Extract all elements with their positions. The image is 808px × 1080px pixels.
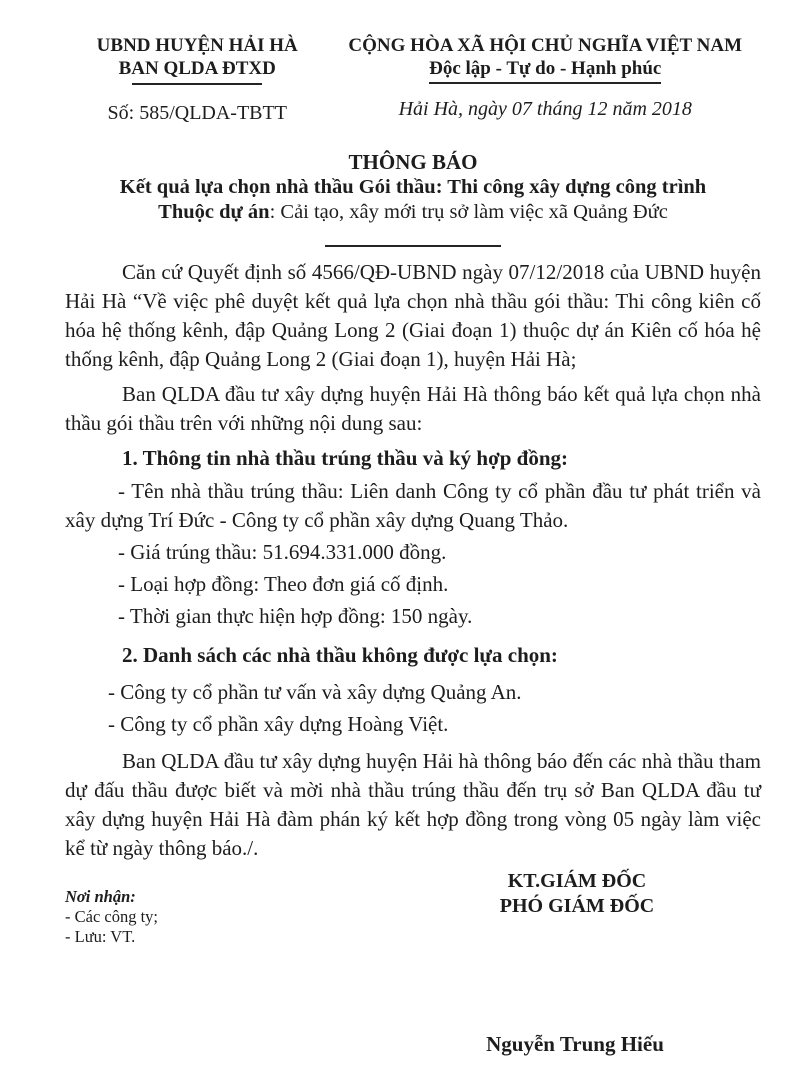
paragraph-announcement: Ban QLDA đầu tư xây dựng huyện Hải Hà thông báo kết quả lựa chọn nhà thầu gói thầu trên với những nội dung sau: [65, 382, 761, 435]
document-subtitle-1: Kết quả lựa chọn nhà thầu Gói thầu: Thi công xây dựng công trình [119, 176, 707, 198]
section-1-heading: 1. Thông tin nhà thầu trúng thầu và ký hợp đồng: [122, 446, 568, 470]
document-subtitle-2 [65, 200, 761, 225]
winning-price-item: - Giá trúng thầu: 51.694.331.000 đồng. [118, 540, 447, 564]
place-date-line: Hải Hà, ngày 07 tháng 12 năm 2018 [398, 98, 692, 120]
rejected-contractor-2: - Công ty cổ phần xây dựng Hoàng Việt. [108, 712, 449, 736]
document-header [65, 34, 761, 125]
header-national-motto [329, 34, 761, 125]
signature-position-line: PHÓ GIÁM ĐỐC [499, 895, 655, 917]
rejected-contractor-1: - Công ty cổ phần tư vấn và xây dựng Quảng An. [108, 680, 522, 704]
contract-type-item: - Loại hợp đồng: Theo đơn giá cố định. [118, 572, 449, 596]
recipients-block [65, 887, 158, 947]
agency-underline [132, 83, 262, 85]
document-title: THÔNG BÁO [348, 150, 478, 174]
project-name: : Cải tạo, xây mới trụ sở làm việc xã Quảng Đức [269, 201, 668, 223]
contract-duration-item: - Thời gian thực hiện hợp đồng: 150 ngày. [118, 604, 473, 628]
signature-row [65, 869, 761, 947]
signature-authority-line: KT.GIÁM ĐỐC [507, 870, 647, 892]
document-body [65, 258, 761, 863]
signature-title-block [427, 869, 727, 947]
winner-name-item: - Tên nhà thầu trúng thầu: Liên danh Công ty cổ phần đầu tư phát triển và xây dựng Trí Đức - Công ty cổ phần xây dựng Quang Thảo. [65, 479, 761, 532]
recipients-label: Nơi nhận: [65, 887, 136, 906]
recipient-item-archive: - Lưu: VT. [65, 927, 136, 946]
agency-parent-name: UBND HUYỆN HẢI HÀ [96, 35, 298, 56]
signer-name: Nguyễn Trung Hiếu [486, 1032, 664, 1056]
national-motto-text: Độc lập - Tự do - Hạnh phúc [429, 57, 661, 84]
header-issuing-agency [65, 34, 329, 125]
section-2-heading: 2. Danh sách các nhà thầu không được lựa chọn: [122, 643, 558, 667]
recipient-item-companies: - Các công ty; [65, 907, 159, 926]
national-motto [329, 57, 761, 84]
title-separator-line [325, 245, 501, 247]
project-label: Thuộc dự án [158, 201, 270, 223]
agency-name: BAN QLDA ĐTXD [118, 58, 276, 79]
paragraph-closing: Ban QLDA đầu tư xây dựng huyện Hải hà thông báo đến các nhà thầu tham dự đấu thầu được biết và mời nhà thầu trúng thầu đến trụ sở Ban QLDA đầu tư xây dựng huyện Hải Hà đàm phán ký kết hợp đồng trong vòng 05 ngày làm việc kể từ ngày thông báo./. [65, 749, 761, 860]
document-number: Số: 585/QLDA-TBTT [107, 102, 287, 124]
document-title-block [65, 149, 761, 247]
paragraph-legal-basis: Căn cứ Quyết định số 4566/QĐ-UBND ngày 07/12/2018 của UBND huyện Hải Hà “Về việc phê duyệt kết quả lựa chọn nhà thầu gói thầu: Thi công kiên cố hóa hệ thống kênh, đập Quảng Long 2 (Giai đoạn 1) thuộc dự án Kiên cố hóa hệ thống kênh, đập Quảng Long 2 (Giai đoạn 1), huyện Hải Hà; [65, 260, 761, 371]
national-title: CỘNG HÒA XÃ HỘI CHỦ NGHĨA VIỆT NAM [348, 35, 743, 56]
